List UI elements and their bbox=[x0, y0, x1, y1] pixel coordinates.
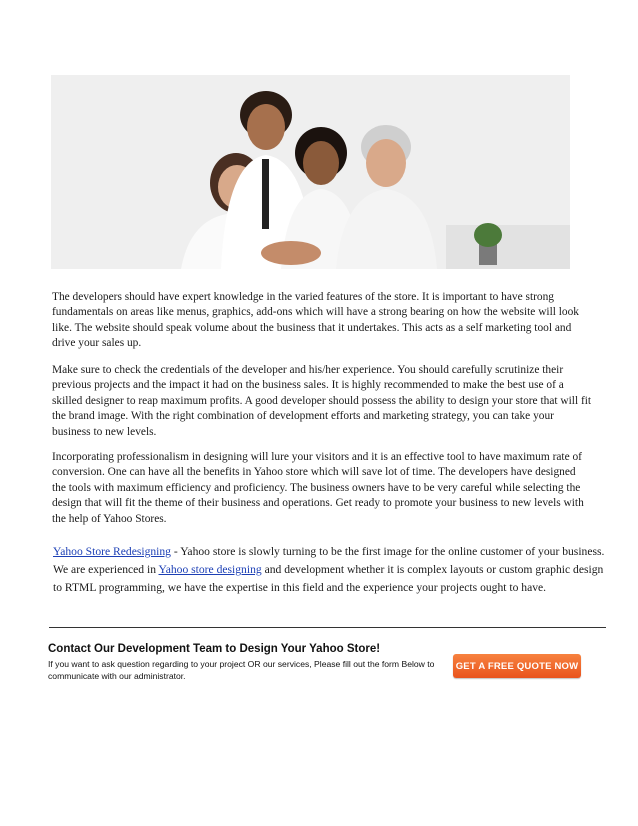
yahoo-store-redesigning-link[interactable]: Yahoo Store Redesigning bbox=[53, 545, 171, 558]
contact-title: Contact Our Development Team to Design Your Yahoo Store! bbox=[48, 643, 381, 655]
team-photo bbox=[51, 75, 570, 269]
divider bbox=[49, 627, 606, 628]
closing-paragraph bbox=[53, 543, 613, 598]
contact-body: If you want to ask question regarding to your project OR our services, Please fill out the form Below to communicate with our administrator. bbox=[48, 659, 435, 681]
closing-text-2: and development whether it is complex layouts or custom graphic design to RTML programming, we have the expertise in this field and the experience your projects ought to have. bbox=[53, 563, 604, 595]
paragraph-1: The developers should have expert knowledge in the varied features of the store. It is important to have strong fundamentals on areas like menus, graphics, add-ons which will have a strong bearing on how the website will look like. The website should speak volume about the business that it undertakes. This acts as a self marketing tool and drive your sales up. bbox=[52, 291, 580, 350]
paragraph-3: Incorporating professionalism in designing will lure your visitors and it is an effective tool to have maximum rate of conversion. One can have all the benefits in Yahoo store which will save lot of time. The developers have designed the tools with maximum efficiency and proficiency. The business owners have to be very careful while selecting the design that will fit the theme of their business and operations. Get ready to promote your business to new levels with the help of Yahoo Stores. bbox=[52, 451, 584, 525]
yahoo-store-designing-link[interactable]: Yahoo store designing bbox=[158, 563, 262, 577]
closing-text-1: - Yahoo store is slowly turning to be the first image for the online customer of your business. We are experienced in bbox=[53, 545, 605, 577]
paragraph-2: Make sure to check the credentials of the developer and his/her experience. You should carefully scrutinize their previous projects and the impact it had on the business sales. It is highly recommended to make the best use of a skilled designer to reap maximum profits. A good developer should possess the ability to design your store that will fit the brand image. With the right combination of development efforts and marketing strategy, you can take your business to new levels. bbox=[52, 364, 592, 438]
get-free-quote-button[interactable]: GET A FREE QUOTE NOW bbox=[453, 654, 581, 678]
